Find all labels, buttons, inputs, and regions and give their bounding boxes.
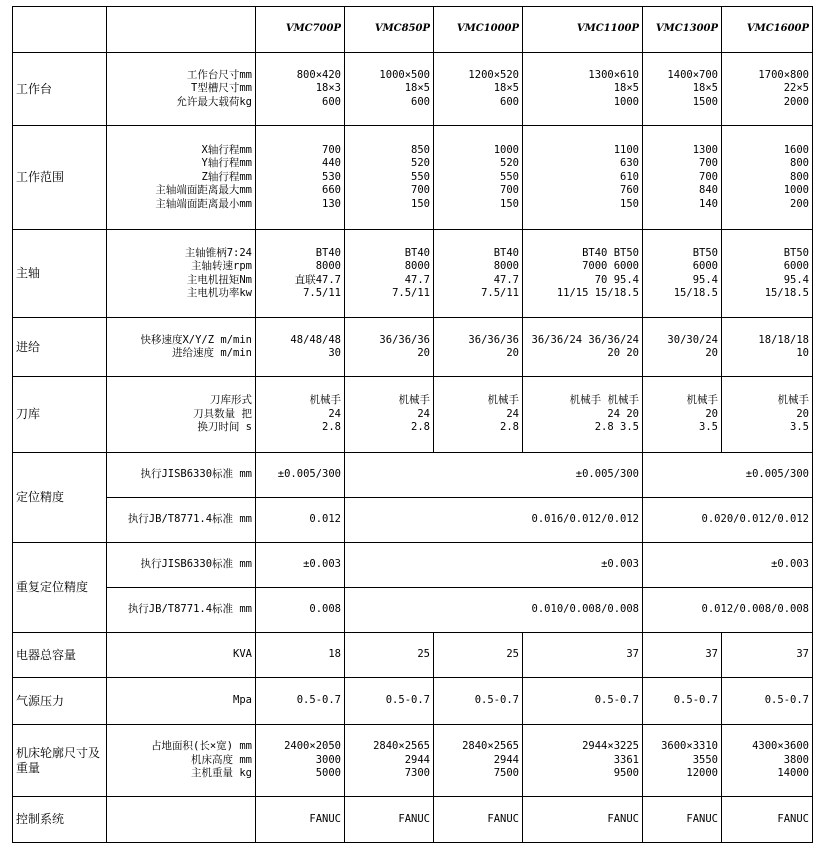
value: 机械手 xyxy=(398,394,430,407)
param-label: 换刀时间 s xyxy=(197,421,252,434)
value: 1500 xyxy=(692,95,718,108)
param-label: 主轴端面距离最小mm xyxy=(155,197,252,210)
value: BT40 xyxy=(315,246,341,259)
value: 95.4 xyxy=(692,273,718,286)
value: 1300×610 xyxy=(588,68,639,81)
value-cell xyxy=(434,230,523,318)
value-cell: 0.5-0.7 xyxy=(434,678,523,725)
param-label: KVA xyxy=(107,633,256,678)
param-label: 执行JISB6330标准 mm xyxy=(107,543,256,588)
value: 机械手 xyxy=(309,394,341,407)
category-label: 工作台 xyxy=(13,53,107,126)
value: 760 xyxy=(620,184,639,197)
value: 150 xyxy=(411,197,430,210)
section-row-repeat-jis xyxy=(13,543,813,588)
value-cell: 37 xyxy=(722,633,813,678)
value: 440 xyxy=(322,157,341,170)
value-cell xyxy=(345,725,434,797)
param-label: 进给速度 m/min xyxy=(172,347,252,359)
value: 2400×2050 xyxy=(284,740,341,753)
value: 550 xyxy=(500,170,519,183)
value: 150 xyxy=(620,197,639,210)
value-cell xyxy=(722,725,813,797)
value-cell: ±0.003 xyxy=(256,543,345,588)
value: 18×5 xyxy=(404,82,430,95)
category-label: 电器总容量 xyxy=(13,633,107,678)
value: 20 xyxy=(417,347,430,359)
value-cell: 0.016/0.012/0.012 xyxy=(345,498,643,543)
value: 150 xyxy=(500,197,519,210)
value-cell: FANUC xyxy=(523,797,643,843)
value: 3361 xyxy=(613,753,639,766)
value: 630 xyxy=(620,157,639,170)
param-label: 主轴端面距离最大mm xyxy=(155,184,252,197)
value-cell xyxy=(722,318,813,377)
value-cell xyxy=(643,230,722,318)
value: 24 20 xyxy=(607,407,639,420)
category-label: 主轴 xyxy=(13,230,107,318)
param-labels xyxy=(107,318,256,377)
value-cell xyxy=(523,126,643,230)
param-label: 刀库形式 xyxy=(210,394,252,407)
value: 36/36/24 36/36/24 xyxy=(531,333,639,346)
section-row-magazine xyxy=(13,377,813,453)
value: 18×3 xyxy=(315,82,341,95)
section-row-spindle xyxy=(13,230,813,318)
param-label: 主轴锥柄7:24 xyxy=(184,246,252,259)
value: 1700×800 xyxy=(758,68,809,81)
value-cell xyxy=(434,377,523,453)
value: 130 xyxy=(322,197,341,210)
param-labels xyxy=(107,126,256,230)
value: 700 xyxy=(500,184,519,197)
value-cell: FANUC xyxy=(643,797,722,843)
param-label: 占地面积(长×宽) mm xyxy=(151,740,252,753)
value-cell: 0.5-0.7 xyxy=(722,678,813,725)
category-label: 机床轮廓尺寸及重量 xyxy=(13,725,107,797)
value-cell: 37 xyxy=(643,633,722,678)
param-label: Mpa xyxy=(107,678,256,725)
value: 4300×3600 xyxy=(752,740,809,753)
value: 2944×3225 xyxy=(582,740,639,753)
value: 9500 xyxy=(613,767,639,780)
value: 6000 xyxy=(783,260,809,272)
value-cell xyxy=(256,53,345,126)
value-cell xyxy=(722,230,813,318)
value: 530 xyxy=(322,170,341,183)
value-cell xyxy=(643,53,722,126)
header-row xyxy=(13,7,813,53)
header-blank xyxy=(13,7,107,53)
section-row-power xyxy=(13,633,813,678)
value: 2000 xyxy=(783,95,809,108)
value: 1000 xyxy=(493,143,519,156)
value-cell: FANUC xyxy=(722,797,813,843)
value: 机械手 机械手 xyxy=(569,394,639,407)
value: 520 xyxy=(411,157,430,170)
category-label: 重复定位精度 xyxy=(13,543,107,633)
value-cell xyxy=(434,126,523,230)
section-row-control xyxy=(13,797,813,843)
value-cell: 25 xyxy=(345,633,434,678)
value: 850 xyxy=(411,143,430,156)
value: 20 xyxy=(705,347,718,359)
value: 3800 xyxy=(783,753,809,766)
value: 1100 xyxy=(613,143,639,156)
value: 7.5/11 xyxy=(303,287,341,299)
param-label: T型槽尺寸mm xyxy=(191,82,252,95)
value: 机械手 xyxy=(686,394,718,407)
value-cell: FANUC xyxy=(256,797,345,843)
value: BT50 xyxy=(783,246,809,259)
value-cell xyxy=(523,725,643,797)
value: 1000 xyxy=(783,184,809,197)
value-cell: 0.5-0.7 xyxy=(345,678,434,725)
param-label: Y轴行程mm xyxy=(201,157,252,170)
value: 3550 xyxy=(692,753,718,766)
param-labels xyxy=(107,53,256,126)
value-cell: 37 xyxy=(523,633,643,678)
section-row-table xyxy=(13,53,813,126)
section-row-feed xyxy=(13,318,813,377)
value-cell xyxy=(345,53,434,126)
value: 48/48/48 xyxy=(290,333,341,346)
value: BT40 BT50 xyxy=(582,246,639,259)
value: 5000 xyxy=(315,767,341,780)
value: 6000 xyxy=(692,260,718,272)
value: 600 xyxy=(322,95,341,108)
value: 600 xyxy=(500,95,519,108)
value: 800 xyxy=(790,157,809,170)
value: 2.8 xyxy=(322,421,341,434)
category-label: 气源压力 xyxy=(13,678,107,725)
value-cell xyxy=(256,230,345,318)
section-row-positioning-jis xyxy=(13,453,813,498)
param-label: 执行JISB6330标准 mm xyxy=(107,453,256,498)
value: 47.7 xyxy=(404,273,430,286)
param-label: 主电机功率kw xyxy=(186,287,252,299)
value-cell xyxy=(256,126,345,230)
value: 700 xyxy=(411,184,430,197)
value: 10 xyxy=(796,347,809,359)
value-cell: 0.5-0.7 xyxy=(523,678,643,725)
value: 600 xyxy=(411,95,430,108)
value-cell xyxy=(643,126,722,230)
value: 8000 xyxy=(493,260,519,272)
value: BT40 xyxy=(493,246,519,259)
spec-table xyxy=(12,6,813,843)
value-cell xyxy=(722,126,813,230)
section-row-positioning-jb xyxy=(13,498,813,543)
value: 2944 xyxy=(493,753,519,766)
param-labels xyxy=(107,230,256,318)
value-cell: ±0.005/300 xyxy=(643,453,813,498)
model-header: VMC1000P xyxy=(434,7,523,53)
value: 机械手 xyxy=(777,394,809,407)
value: 36/36/36 xyxy=(379,333,430,346)
value: 15/18.5 xyxy=(764,287,809,299)
value: 18×5 xyxy=(692,82,718,95)
value: 7.5/11 xyxy=(392,287,430,299)
param-label: 执行JB/T8771.4标准 mm xyxy=(107,498,256,543)
value-cell: FANUC xyxy=(345,797,434,843)
value-cell xyxy=(643,377,722,453)
value: BT40 xyxy=(404,246,430,259)
value-cell xyxy=(434,725,523,797)
model-header: VMC1300P xyxy=(643,7,722,53)
param-label: 刀具数量 把 xyxy=(193,407,252,420)
value: 1300 xyxy=(692,143,718,156)
value: 800 xyxy=(790,170,809,183)
model-header: VMC1100P xyxy=(523,7,643,53)
param-label: 允许最大载荷kg xyxy=(176,95,252,108)
param-label: 执行JB/T8771.4标准 mm xyxy=(107,588,256,633)
value: 18/18/18 xyxy=(758,333,809,346)
value: 1000 xyxy=(613,95,639,108)
value: 840 xyxy=(699,184,718,197)
value: 7.5/11 xyxy=(481,287,519,299)
value: 2.8 xyxy=(411,421,430,434)
value: 140 xyxy=(699,197,718,210)
value-cell xyxy=(345,377,434,453)
value-cell xyxy=(523,230,643,318)
value-cell: FANUC xyxy=(434,797,523,843)
value: 2944 xyxy=(404,753,430,766)
category-label: 定位精度 xyxy=(13,453,107,543)
value-cell: 0.008 xyxy=(256,588,345,633)
value: 3.5 xyxy=(790,421,809,434)
value: 20 xyxy=(796,407,809,420)
value: 47.7 xyxy=(493,273,519,286)
value: 8000 xyxy=(315,260,341,272)
value: 7300 xyxy=(404,767,430,780)
value-cell: 0.020/0.012/0.012 xyxy=(643,498,813,543)
value: 30 xyxy=(328,347,341,359)
value: 3600×3310 xyxy=(661,740,718,753)
value: 95.4 xyxy=(783,273,809,286)
value: 2840×2565 xyxy=(462,740,519,753)
param-label: 主电机扭矩Nm xyxy=(186,273,252,286)
model-header: VMC1600P xyxy=(722,7,813,53)
value: 1400×700 xyxy=(667,68,718,81)
value: 15/18.5 xyxy=(673,287,718,299)
value: 18×5 xyxy=(493,82,519,95)
model-header: VMC850P xyxy=(345,7,434,53)
param-label xyxy=(107,797,256,843)
value: 30/30/24 xyxy=(667,333,718,346)
param-label: 快移速度X/Y/Z m/min xyxy=(140,333,252,346)
category-label: 工作范围 xyxy=(13,126,107,230)
param-label: 机床高度 mm xyxy=(191,753,252,766)
param-label: Z轴行程mm xyxy=(201,170,252,183)
param-label: X轴行程mm xyxy=(201,143,252,156)
value-cell: 25 xyxy=(434,633,523,678)
value: 直联47.7 xyxy=(294,273,341,286)
value: 11/15 15/18.5 xyxy=(556,287,639,299)
value-cell xyxy=(523,53,643,126)
section-row-repeat-jb xyxy=(13,588,813,633)
value-cell: ±0.003 xyxy=(643,543,813,588)
value-cell: ±0.003 xyxy=(345,543,643,588)
value: 机械手 xyxy=(487,394,519,407)
value-cell xyxy=(523,318,643,377)
value-cell: 0.5-0.7 xyxy=(256,678,345,725)
value: 7000 6000 xyxy=(582,260,639,272)
value: 200 xyxy=(790,197,809,210)
value-cell xyxy=(256,377,345,453)
section-row-air xyxy=(13,678,813,725)
param-label: 工作台尺寸mm xyxy=(186,68,252,81)
value: 700 xyxy=(699,170,718,183)
value-cell xyxy=(345,126,434,230)
category-label: 刀库 xyxy=(13,377,107,453)
value: 800×420 xyxy=(296,68,341,81)
value-cell: 18 xyxy=(256,633,345,678)
param-label: 主机重量 kg xyxy=(191,767,252,780)
value: 700 xyxy=(322,143,341,156)
value-cell xyxy=(643,318,722,377)
value: 700 xyxy=(699,157,718,170)
value-cell: 0.5-0.7 xyxy=(643,678,722,725)
value-cell xyxy=(523,377,643,453)
value: 36/36/36 xyxy=(468,333,519,346)
value: 18×5 xyxy=(613,82,639,95)
value-cell xyxy=(722,377,813,453)
value-cell: 0.012/0.008/0.008 xyxy=(643,588,813,633)
value: 1200×520 xyxy=(468,68,519,81)
value-cell: 0.010/0.008/0.008 xyxy=(345,588,643,633)
value: 2.8 xyxy=(500,421,519,434)
value: 660 xyxy=(322,184,341,197)
param-labels xyxy=(107,377,256,453)
value: 70 95.4 xyxy=(594,273,639,286)
value: 610 xyxy=(620,170,639,183)
value: 14000 xyxy=(777,767,809,780)
value-cell xyxy=(345,230,434,318)
value: 1600 xyxy=(783,143,809,156)
value-cell xyxy=(434,53,523,126)
value-cell xyxy=(722,53,813,126)
value: 12000 xyxy=(686,767,718,780)
value: 520 xyxy=(500,157,519,170)
value-cell xyxy=(643,725,722,797)
value: 7500 xyxy=(493,767,519,780)
section-row-dims xyxy=(13,725,813,797)
header-blank xyxy=(107,7,256,53)
value: 22×5 xyxy=(783,82,809,95)
param-labels xyxy=(107,725,256,797)
value: 2.8 3.5 xyxy=(594,421,639,434)
param-label: 主轴转速rpm xyxy=(191,260,252,272)
value: 20 xyxy=(705,407,718,420)
section-row-range xyxy=(13,126,813,230)
value: 8000 xyxy=(404,260,430,272)
value: 1000×500 xyxy=(379,68,430,81)
value: 550 xyxy=(411,170,430,183)
value: 20 20 xyxy=(607,347,639,359)
value: 3.5 xyxy=(699,421,718,434)
value-cell xyxy=(256,318,345,377)
value: BT50 xyxy=(692,246,718,259)
category-label: 进给 xyxy=(13,318,107,377)
value-cell xyxy=(256,725,345,797)
value-cell: ±0.005/300 xyxy=(345,453,643,498)
value: 2840×2565 xyxy=(373,740,430,753)
value-cell xyxy=(345,318,434,377)
value: 24 xyxy=(506,407,519,420)
value-cell xyxy=(434,318,523,377)
category-label: 控制系统 xyxy=(13,797,107,843)
value-cell: 0.012 xyxy=(256,498,345,543)
value: 24 xyxy=(417,407,430,420)
value: 3000 xyxy=(315,753,341,766)
value: 20 xyxy=(506,347,519,359)
value: 24 xyxy=(328,407,341,420)
model-header: VMC700P xyxy=(256,7,345,53)
value-cell: ±0.005/300 xyxy=(256,453,345,498)
